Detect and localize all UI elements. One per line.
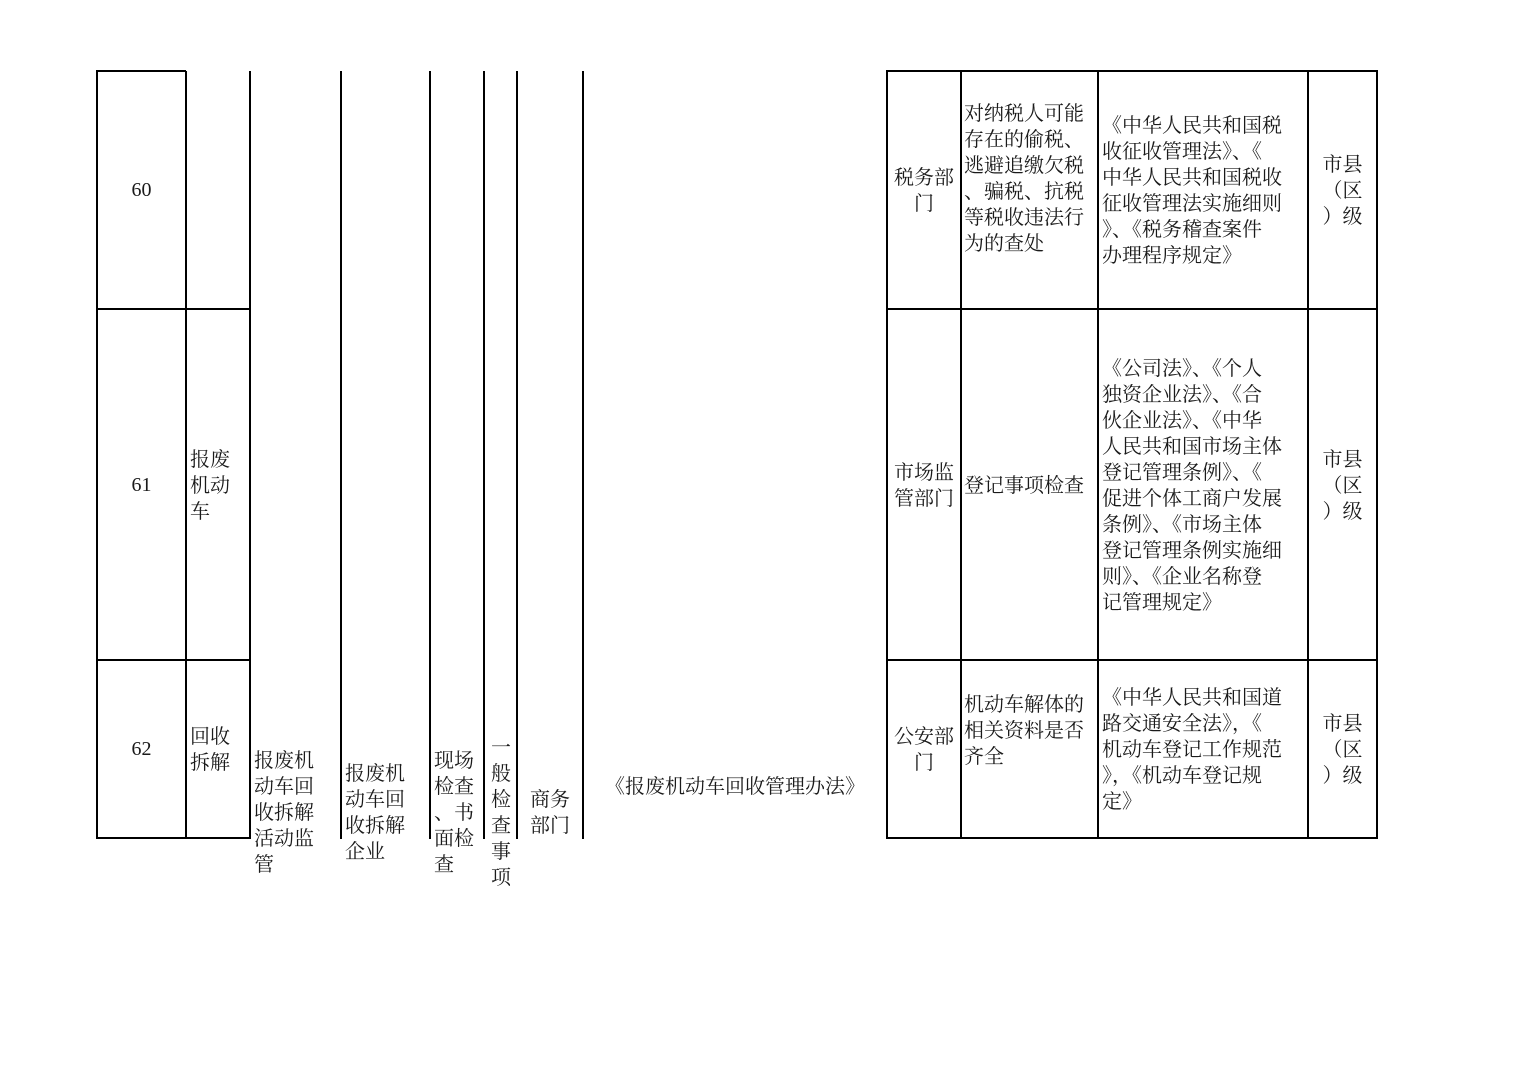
row-number: 62 xyxy=(131,738,152,760)
inspection-matter-text: 报废机 动车回 收拆解 活动监 管 xyxy=(254,748,314,876)
inspection-cell xyxy=(964,310,1098,659)
inspection-object-text: 报废机 动车回 收拆解 企业 xyxy=(345,761,405,863)
category-cell xyxy=(190,310,249,659)
basis-text: 《中华人民共和国道 路交通安全法》，《 机动车登记工作规范 》，《机动车登记规 定》 xyxy=(1102,685,1282,813)
grid-line xyxy=(340,71,342,839)
inspection-method-text: 现场 检查 、书 面检 查 xyxy=(434,748,474,876)
basis-text: 《公司法》、《个人 独资企业法》、《合 伙企业法》、《中华 人民共和国市场主体 登记管理条例》、《 促进个体工商户发展 条例》、《市场主体 登记管理条例实施细 则》、《企业名称登 记管理规定》 xyxy=(1102,355,1282,614)
grid-line xyxy=(185,71,187,839)
department-cell xyxy=(888,72,960,308)
level-text: 市县 （区 ）级 xyxy=(1322,711,1363,787)
row-number-cell xyxy=(98,72,185,308)
grid-line xyxy=(483,71,485,839)
grid-line xyxy=(96,837,251,839)
department-text: 市场监 管部门 xyxy=(894,459,954,510)
inspection-text: 登记事项检查 xyxy=(964,472,1084,497)
grid-line xyxy=(516,71,518,839)
row-number-cell xyxy=(98,661,185,837)
basis-cell xyxy=(1102,310,1307,659)
row-number: 61 xyxy=(131,473,152,496)
grid-line xyxy=(429,71,431,839)
grid-line xyxy=(960,71,962,839)
basis-cell xyxy=(1102,72,1307,308)
grid-line xyxy=(249,71,251,839)
inspection-object-cell xyxy=(345,734,429,863)
department-cell xyxy=(888,661,960,837)
grid-line xyxy=(1376,71,1378,839)
level-text: 市县 （区 ）级 xyxy=(1322,152,1363,228)
level-text: 市县 （区 ）级 xyxy=(1322,446,1363,523)
lead-department-text: 商务 部门 xyxy=(530,787,570,837)
row-number-cell xyxy=(98,310,185,659)
category-cell xyxy=(190,661,249,837)
lead-department-cell xyxy=(530,760,582,838)
level-cell xyxy=(1309,661,1376,837)
inspection-text: 机动车解体的 相关资料是否 齐全 xyxy=(964,692,1084,768)
lead-basis-text: 《报废机动车回收管理办法》 xyxy=(605,774,865,798)
inspection-cell xyxy=(964,665,1098,837)
inspection-cell xyxy=(964,74,1098,308)
category-text: 回收 拆解 xyxy=(190,724,230,774)
inspection-text: 对纳税人可能 存在的偷税、 逃避追缴欠税 、骗税、抗税 等税收违法行 为的查处 xyxy=(964,101,1084,255)
grid-line xyxy=(582,71,584,839)
level-cell xyxy=(1309,310,1376,659)
basis-cell xyxy=(1102,661,1307,837)
department-text: 公安部 门 xyxy=(894,724,954,774)
grid-line xyxy=(886,837,1378,839)
inspection-type-text: 一 般 检 查 事 项 xyxy=(491,735,511,889)
row-number: 60 xyxy=(131,179,152,201)
department-text: 税务部 门 xyxy=(894,165,954,215)
category-text: 报废 机动 车 xyxy=(190,446,230,523)
lead-basis-cell xyxy=(584,773,886,803)
department-cell xyxy=(888,310,960,659)
inspection-type-cell xyxy=(486,708,516,889)
inspection-method-cell xyxy=(434,721,483,876)
level-cell xyxy=(1309,72,1376,308)
inspection-matter-cell xyxy=(254,721,340,876)
basis-text: 《中华人民共和国税 收征收管理法》、《 中华人民共和国税收 征收管理法实施细则 》、《税务稽查案件 办理程序规定》 xyxy=(1102,113,1282,267)
